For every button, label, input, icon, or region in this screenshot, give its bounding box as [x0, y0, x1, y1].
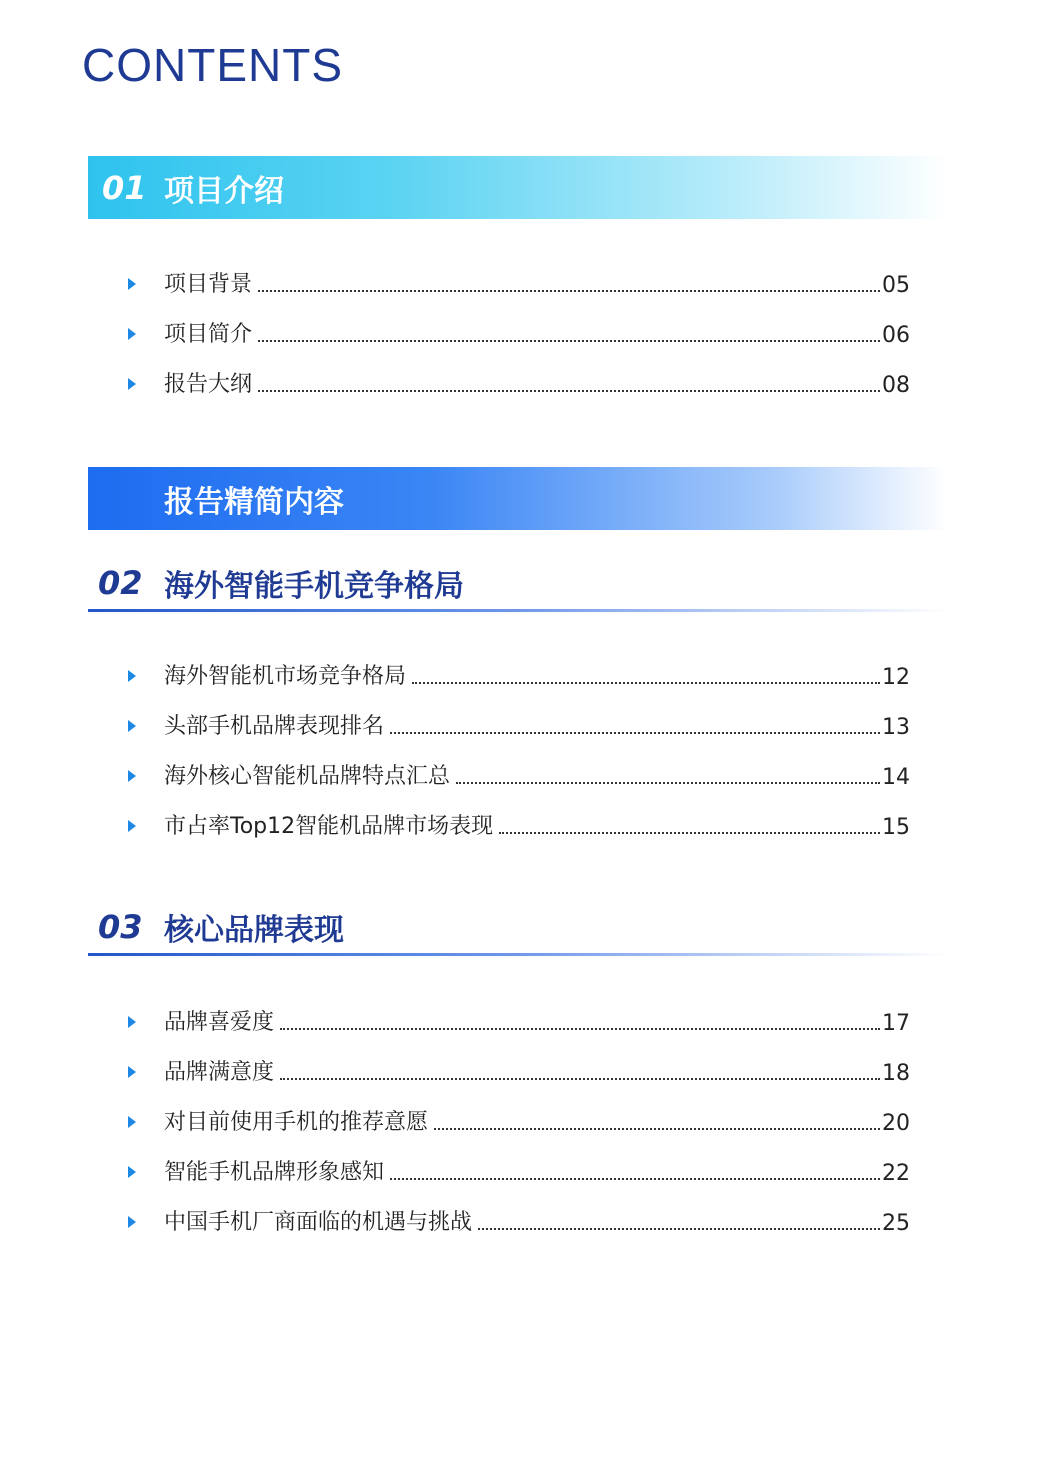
dot-leader [258, 290, 880, 292]
toc-item-label: 中国手机厂商面临的机遇与挑战 [164, 1210, 473, 1235]
toc-item[interactable] [128, 646, 910, 696]
dot-leader [456, 782, 880, 784]
section-01-header [88, 156, 948, 219]
triangle-right-icon [128, 378, 136, 390]
dot-leader [390, 732, 880, 734]
toc-item-label: 海外核心智能机品牌特点汇总 [164, 764, 451, 789]
triangle-right-icon [128, 670, 136, 682]
triangle-right-icon [128, 278, 136, 290]
toc-item-page: 12 [882, 665, 910, 690]
toc-item-page: 14 [882, 765, 910, 790]
toc-list-03 [128, 992, 910, 1242]
summary-title: 报告精简内容 [164, 484, 344, 520]
toc-item-label: 报告大纲 [164, 372, 253, 397]
toc-item-label: 项目简介 [164, 322, 253, 347]
dot-leader [434, 1128, 880, 1130]
toc-item[interactable] [128, 796, 910, 846]
toc-item[interactable] [128, 1092, 910, 1142]
toc-item-label: 品牌喜爱度 [164, 1010, 275, 1035]
toc-item[interactable] [128, 354, 910, 404]
toc-item[interactable] [128, 992, 910, 1042]
triangle-right-icon [128, 1166, 136, 1178]
toc-item-label: 头部手机品牌表现排名 [164, 714, 385, 739]
toc-item-page: 08 [882, 373, 910, 398]
triangle-right-icon [128, 720, 136, 732]
dot-leader [258, 390, 880, 392]
section-number: 02 [98, 564, 143, 602]
toc-item[interactable] [128, 1042, 910, 1092]
triangle-right-icon [128, 1016, 136, 1028]
toc-list-01 [128, 254, 910, 404]
toc-item-page: 06 [882, 323, 910, 348]
dot-leader [390, 1178, 880, 1180]
section-title: 项目介绍 [164, 173, 284, 209]
dot-leader [258, 340, 880, 342]
dot-leader [280, 1028, 880, 1030]
toc-list-02 [128, 646, 910, 846]
dot-leader [280, 1078, 880, 1080]
toc-item-label: 海外智能机市场竞争格局 [164, 664, 407, 689]
triangle-right-icon [128, 328, 136, 340]
dot-leader [412, 682, 880, 684]
triangle-right-icon [128, 1216, 136, 1228]
section-title: 核心品牌表现 [164, 913, 344, 948]
triangle-right-icon [128, 1066, 136, 1078]
toc-item[interactable] [128, 304, 910, 354]
toc-item-page: 17 [882, 1011, 910, 1036]
section-title: 海外智能手机竞争格局 [164, 569, 464, 604]
toc-item-label: 智能手机品牌形象感知 [164, 1160, 385, 1185]
toc-item-label: 品牌满意度 [164, 1060, 275, 1085]
page-title: CONTENTS [82, 39, 343, 91]
summary-header [88, 467, 948, 530]
toc-item[interactable] [128, 746, 910, 796]
toc-item-page: 18 [882, 1061, 910, 1086]
toc-item[interactable] [128, 1142, 910, 1192]
toc-item-page: 13 [882, 715, 910, 740]
toc-item[interactable] [128, 1192, 910, 1242]
section-number: 03 [98, 908, 143, 946]
toc-item-page: 05 [882, 273, 910, 298]
toc-item-label: 对目前使用手机的推荐意愿 [164, 1110, 429, 1135]
section-02-header [88, 560, 948, 606]
toc-item-label: 项目背景 [164, 272, 253, 297]
toc-item-page: 25 [882, 1211, 910, 1236]
toc-item-page: 15 [882, 815, 910, 840]
toc-item-label: 市占率Top12智能机品牌市场表现 [164, 814, 494, 839]
toc-item-page: 20 [882, 1111, 910, 1136]
toc-item-page: 22 [882, 1161, 910, 1186]
toc-item[interactable] [128, 696, 910, 746]
triangle-right-icon [128, 820, 136, 832]
dot-leader [499, 832, 880, 834]
section-number: 01 [102, 168, 147, 207]
toc-item[interactable] [128, 254, 910, 304]
triangle-right-icon [128, 1116, 136, 1128]
section-03-header [88, 904, 948, 950]
triangle-right-icon [128, 770, 136, 782]
dot-leader [478, 1228, 880, 1230]
